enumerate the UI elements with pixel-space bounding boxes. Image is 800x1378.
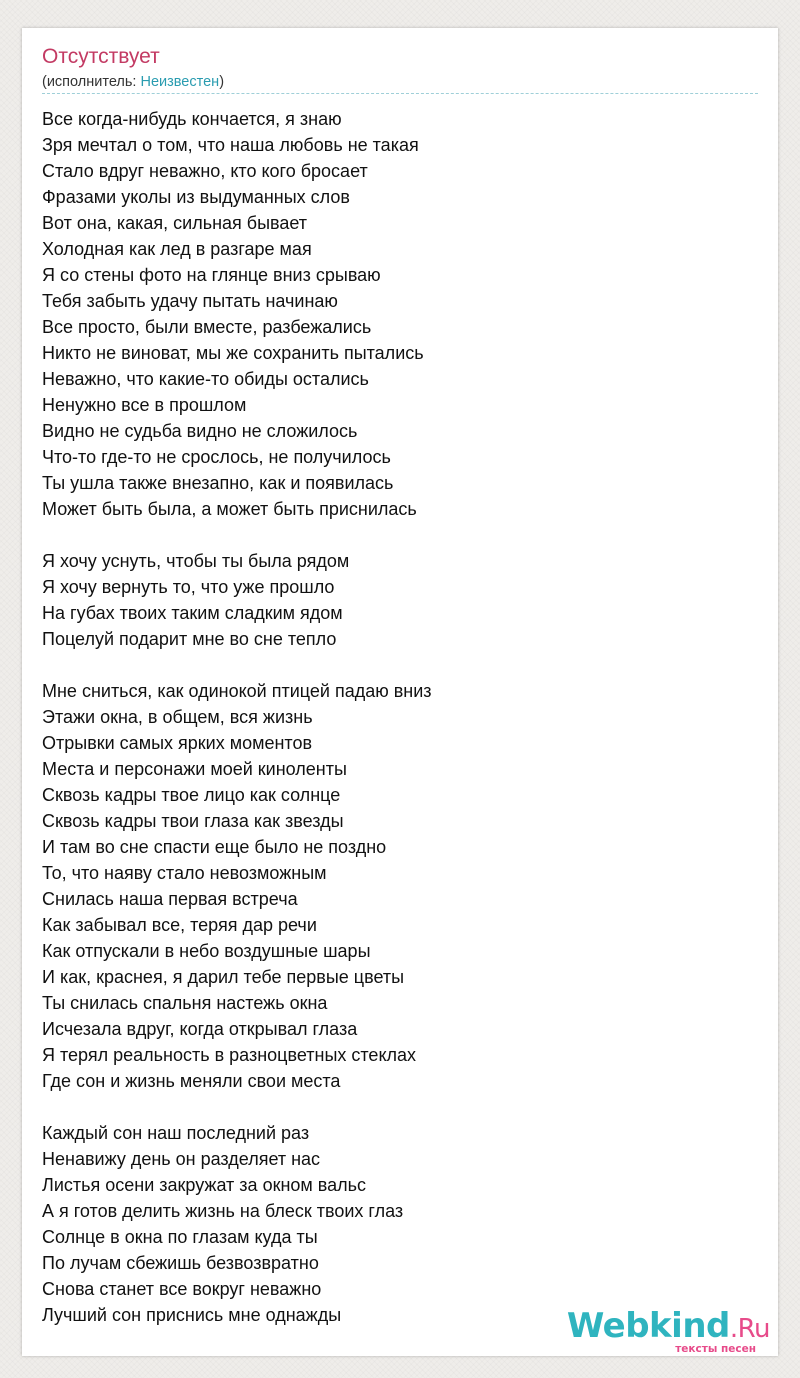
lyric-line: Солнце в окна по глазам куда ты	[42, 1227, 318, 1247]
lyric-line: Где сон и жизнь меняли свои места	[42, 1071, 341, 1091]
lyric-line: Сквозь кадры твои глаза как звезды	[42, 811, 344, 831]
lyric-line: Исчезала вдруг, когда открывал глаза	[42, 1019, 358, 1039]
lyric-line: Фразами уколы из выдуманных слов	[42, 187, 350, 207]
lyric-line: Этажи окна, в общем, вся жизнь	[42, 707, 313, 727]
logo-name: Webkind	[566, 1306, 730, 1346]
lyric-line: Может быть была, а может быть приснилась	[42, 499, 417, 519]
artist-suffix: )	[219, 74, 225, 90]
lyric-line: Холодная как лед в разгаре мая	[42, 239, 312, 259]
lyric-line: Поцелуй подарит мне во сне тепло	[42, 629, 337, 649]
lyric-line: Места и персонажи моей киноленты	[42, 759, 347, 779]
lyric-line: По лучам сбежишь безвозвратно	[42, 1253, 319, 1273]
lyric-line: Ты ушла также внезапно, как и появилась	[42, 473, 394, 493]
lyric-line: На губах твоих таким сладким ядом	[42, 603, 343, 623]
stanza-break	[42, 522, 432, 548]
lyric-line: Стало вдруг неважно, кто кого бросает	[42, 161, 368, 181]
lyric-line: Видно не судьба видно не сложилось	[42, 421, 358, 441]
song-title: Отсутствует	[42, 45, 160, 68]
lyric-line: Отрывки самых ярких моментов	[42, 733, 313, 753]
lyric-line: То, что наяву стало невозможным	[42, 863, 327, 883]
lyric-line: Мне сниться, как одинокой птицей падаю вниз	[42, 681, 432, 701]
lyric-line: И там во сне спасти еще было не поздно	[42, 837, 387, 857]
lyric-line: Никто не виноват, мы же сохранить пытались	[42, 343, 424, 363]
lyric-line: Я терял реальность в разноцветных стеклах	[42, 1045, 417, 1065]
lyric-line: И как, краснея, я дарил тебе первые цветы	[42, 967, 405, 987]
lyric-line: Я со стены фото на глянце вниз срываю	[42, 265, 381, 285]
lyric-line: Все просто, были вместе, разбежались	[42, 317, 372, 337]
lyric-line: Листья осени закружат за окном вальс	[42, 1175, 367, 1195]
lyric-line: Как отпускали в небо воздушные шары	[42, 941, 371, 961]
lyric-line: Каждый сон наш последний раз	[42, 1123, 310, 1143]
lyrics-card	[22, 28, 778, 1356]
lyric-line: Ненавижу день он разделяет нас	[42, 1149, 321, 1169]
lyric-line: Как забывал все, теряя дар речи	[42, 915, 317, 935]
logo-tld: .Ru	[729, 1314, 770, 1344]
stanza-break	[42, 1094, 432, 1120]
lyrics-text	[42, 106, 432, 1328]
lyric-line: Неважно, что какие-то обиды остались	[42, 369, 369, 389]
lyric-line: Что-то где-то не срослось, не получилось	[42, 447, 391, 467]
lyric-line: Ненужно все в прошлом	[42, 395, 247, 415]
artist-prefix: (исполнитель:	[42, 74, 141, 90]
lyric-line: Зря мечтал о том, что наша любовь не такая	[42, 135, 419, 155]
lyric-line: Ты снилась спальня настежь окна	[42, 993, 328, 1013]
webkind-logo[interactable]	[566, 1306, 770, 1355]
title-divider	[42, 93, 758, 94]
lyric-line: Снова станет все вокруг неважно	[42, 1279, 322, 1299]
lyric-line: Сквозь кадры твое лицо как солнце	[42, 785, 341, 805]
lyric-line: А я готов делить жизнь на блеск твоих глаз	[42, 1201, 404, 1221]
artist-line	[42, 73, 224, 91]
lyric-line: Тебя забыть удачу пытать начинаю	[42, 291, 338, 311]
lyric-line: Снилась наша первая встреча	[42, 889, 298, 909]
logo-tagline: тексты песен	[675, 1343, 756, 1355]
artist-link[interactable]: Неизвестен	[140, 74, 220, 90]
stanza-break	[42, 652, 432, 678]
lyric-line: Я хочу уснуть, чтобы ты была рядом	[42, 551, 350, 571]
lyric-line: Вот она, какая, сильная бывает	[42, 213, 308, 233]
lyric-line: Все когда-нибудь кончается, я знаю	[42, 109, 342, 129]
lyric-line: Лучший сон приснись мне однажды	[42, 1305, 342, 1325]
lyric-line: Я хочу вернуть то, что уже прошло	[42, 577, 335, 597]
